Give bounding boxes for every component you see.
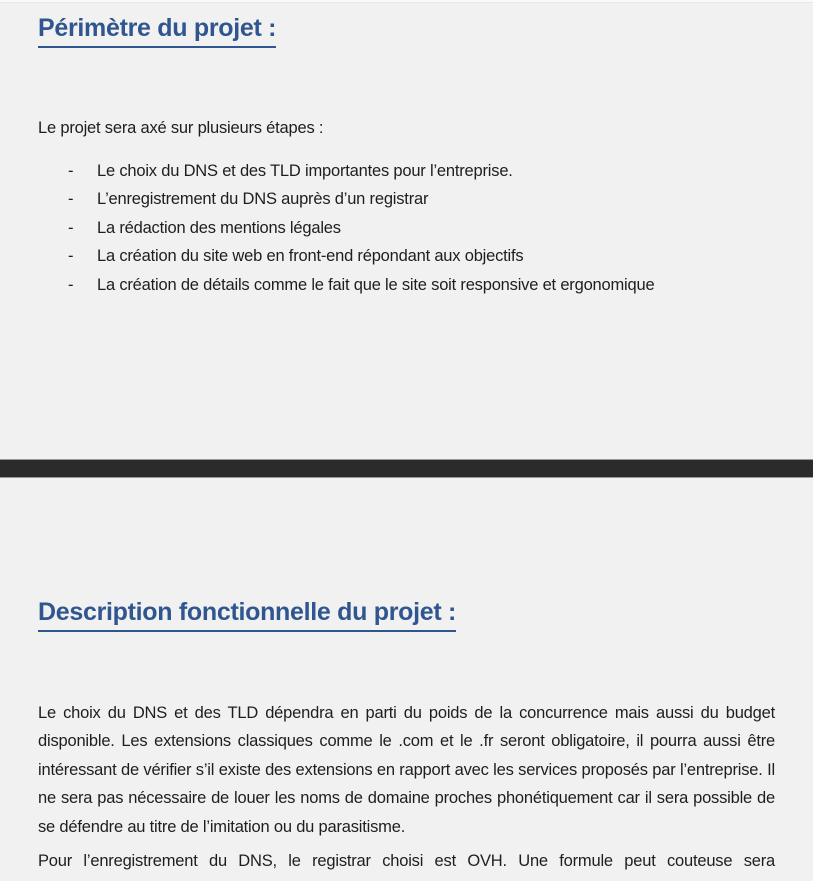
bullet-dash: - (68, 162, 74, 180)
list-item (38, 214, 768, 242)
bullet-dash: - (68, 275, 74, 294)
list-item-text: Le choix du DNS et des TLD importantes pour l’entreprise. (97, 162, 513, 180)
bullet-dash: - (68, 190, 74, 209)
list-item-text: La création de détails comme le fait que le site soit responsive et ergonomique (97, 275, 655, 294)
list-item (38, 157, 768, 185)
bullet-dash: - (68, 247, 74, 266)
list-item (38, 242, 768, 270)
section-heading-description-text: Description fonctionnelle du projet : (38, 598, 456, 632)
page-break-divider (0, 459, 813, 478)
list-item-text: La rédaction des mentions légales (97, 218, 341, 237)
section-heading-description (38, 598, 456, 627)
paragraph-dns-tld: Le choix du DNS et des TLD dépendra en parti du poids de la concurrence mais aussi du budget disponible. Les extensions classiques comme le .com et le .fr seront obligatoire, il pourra aussi être intéressant de vérifier s’il existe des extensions en rapport avec les services proposés par l’entreprise. Il ne sera pas nécessaire de louer les noms de domaine proches phonétiquement car il sera possible de se défendre au titre de l’imitation ou du parasitisme. (38, 704, 775, 836)
bullet-dash: - (68, 218, 74, 237)
intro-paragraph: Le projet sera axé sur plusieurs étapes : (38, 119, 324, 137)
list-item-text: La création du site web en front-end répondant aux objectifs (97, 247, 524, 266)
list-item (38, 185, 768, 213)
section-heading-perimetre (38, 14, 276, 43)
paragraph-registrar: Pour l’enregistrement du DNS, le registrar choisi est OVH. Une formule peut couteuse sera (38, 852, 775, 870)
bullet-list (38, 157, 768, 299)
list-item (38, 271, 768, 299)
page-top-edge (0, 0, 813, 3)
list-item-text: L’enregistrement du DNS auprès d’un registrar (97, 190, 429, 209)
section-heading-perimetre-text: Périmètre du projet : (38, 14, 276, 48)
